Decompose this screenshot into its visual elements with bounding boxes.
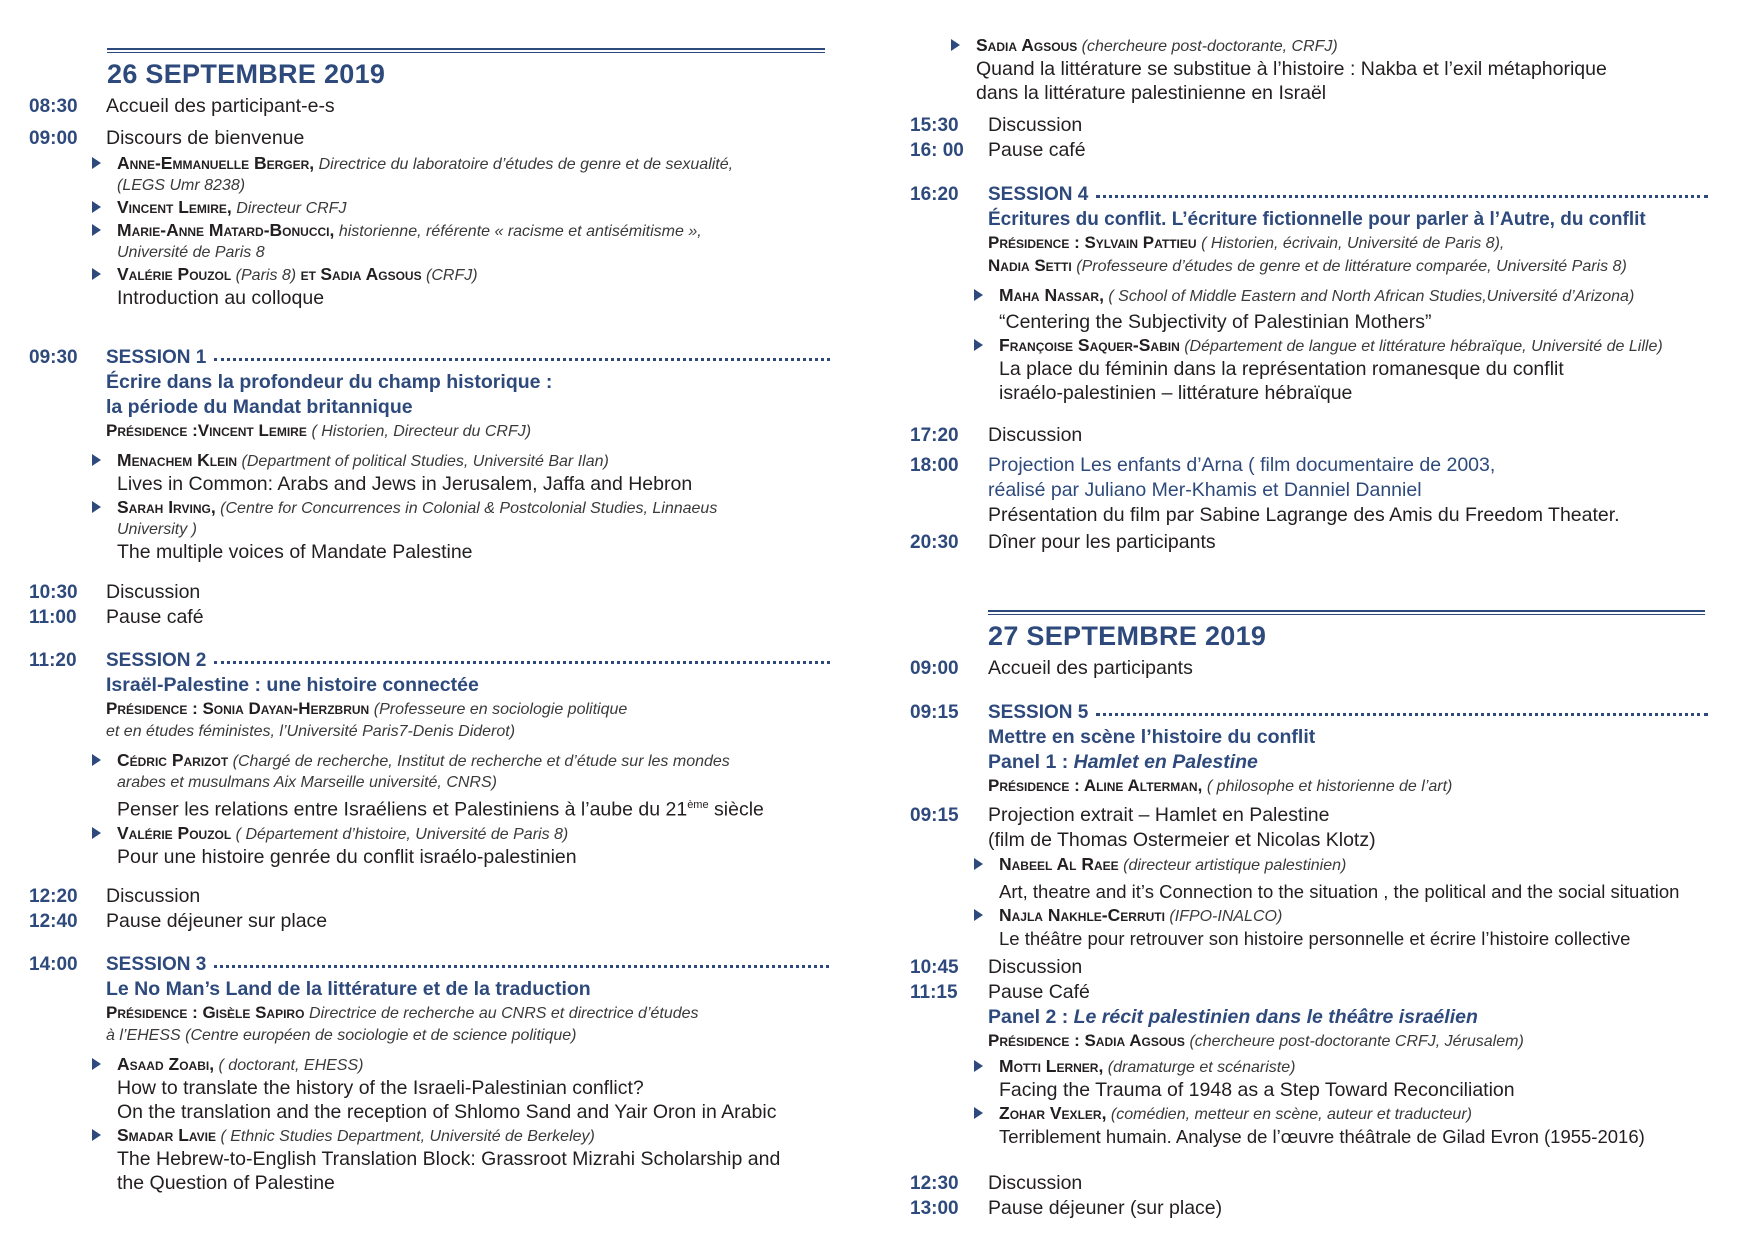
speaker-entry	[92, 219, 860, 263]
item-label: Accueil des participants	[988, 657, 1193, 679]
chair-affiliation: à l’EHESS (Centre européen de sociologie et de science politique)	[106, 1027, 577, 1044]
speaker-name: Anne-Emmanuelle Berger,	[117, 153, 315, 173]
talk-title: La place du féminin dans la représentation romanesque du conflit	[999, 358, 1564, 380]
speaker-name: Maha Nassar,	[999, 285, 1104, 305]
day2-rule	[988, 610, 1705, 615]
day2-title: 27 SEPTEMBRE 2019	[988, 621, 1267, 651]
time-label: 11:20	[29, 650, 77, 671]
item-label: Pause déjeuner sur place	[106, 910, 328, 932]
speaker-name: Vincent Lemire,	[117, 197, 232, 217]
bullet-triangle-icon	[92, 1058, 115, 1070]
chair-affiliation: (Professeure d’études de genre et de littérature comparée, Université Paris 8)	[1076, 258, 1627, 275]
schedule-item	[0, 94, 860, 119]
bullet-triangle-icon	[974, 858, 997, 870]
time-label: 10:45	[910, 957, 959, 978]
speaker-conjunction: et	[300, 264, 316, 284]
time-label: 09:30	[29, 347, 78, 368]
dotted-leader	[1096, 713, 1708, 716]
session-5	[910, 700, 1752, 798]
film-presentation: Présentation du film par Sabine Lagrange des Amis du Freedom Theater.	[988, 504, 1620, 526]
item-label: Discussion	[988, 1172, 1083, 1194]
talk-title: israélo-palestinien – littérature hébraïque	[999, 382, 1353, 404]
item-label: Discussion	[988, 956, 1083, 978]
speaker-name: Sarah Irving,	[117, 497, 216, 517]
speaker-name: Motti Lerner,	[999, 1056, 1104, 1076]
panel-title: Le récit palestinien dans le théâtre israélien	[1073, 1006, 1478, 1028]
item-label: Projection extrait – Hamlet en Palestine	[988, 804, 1330, 826]
talk-title: The Hebrew-to-English Translation Block: Grassroot Mizrahi Scholarship and	[117, 1148, 781, 1170]
speaker-entry	[92, 1124, 830, 1195]
time-label: 09:15	[910, 805, 959, 826]
talk-title: Terriblement humain. Analyse de l’œuvre théâtrale de Gilad Evron (1955-2016)	[999, 1126, 1645, 1147]
speaker-entry	[974, 1055, 1752, 1102]
day1-header	[107, 48, 825, 91]
speaker-affiliation: Université de Paris 8	[117, 244, 265, 261]
talk-title: Art, theatre and it’s Connection to the situation , the political and the social situation	[999, 881, 1680, 902]
item-label: Discussion	[106, 885, 201, 907]
speaker-affiliation: (CRFJ)	[426, 267, 478, 284]
talk-title: Quand la littérature se substitue à l’histoire : Nakba et l’exil métaphorique	[976, 58, 1607, 80]
chair-label: Présidence : Sonia Dayan-Herzbrun	[106, 699, 370, 718]
session-chair	[988, 1030, 1752, 1053]
speaker-name: Sadia Agsous	[320, 264, 422, 284]
speaker-name: Valérie Pouzol	[117, 264, 232, 284]
panel-title: Hamlet en Palestine	[1073, 751, 1258, 773]
speaker-name: Zohar Vexler,	[999, 1103, 1107, 1123]
session-title: Écrire dans la profondeur du champ historique :	[106, 371, 553, 393]
speaker-affiliation: (Department of political Studies, Université Bar Ilan)	[241, 453, 609, 470]
speaker-entry	[974, 853, 1752, 904]
film-credits: réalisé par Juliano Mer-Khamis et Danniel Danniel	[988, 479, 1422, 501]
panel-heading: Panel 1 : Hamlet en Palestine	[988, 751, 1258, 773]
schedule-item	[910, 656, 1752, 681]
speaker-entry	[974, 284, 1752, 334]
speaker-entry	[92, 152, 860, 196]
session-heading	[106, 345, 830, 370]
schedule-item	[0, 126, 860, 310]
speaker-name: Sadia Agsous	[976, 35, 1078, 55]
speaker-entry	[974, 1102, 1752, 1149]
bullet-triangle-icon	[974, 339, 997, 351]
time-label: 12:30	[910, 1173, 959, 1194]
talk-title: Le théâtre pour retrouver son histoire personnelle et écrire l’histoire collective	[999, 928, 1631, 949]
bullet-triangle-icon	[951, 39, 974, 51]
speaker-entry	[974, 904, 1752, 951]
day2-header	[988, 610, 1705, 653]
chair-affiliation: Directrice de recherche au CNRS et directrice d’études	[309, 1005, 699, 1022]
bullet-triangle-icon	[974, 909, 997, 921]
session-heading	[106, 952, 829, 977]
bullet-triangle-icon	[92, 454, 115, 466]
speaker-affiliation: (LEGS Umr 8238)	[117, 177, 246, 194]
session-label: SESSION 2	[106, 650, 207, 671]
time-label: 12:40	[29, 911, 78, 932]
talk-title: Penser les relations entre Israéliens et Palestiniens à l’aube du 21ème siècle	[117, 798, 764, 821]
day1-rule	[107, 48, 825, 53]
speaker-entry	[92, 449, 830, 496]
day1-title: 26 SEPTEMBRE 2019	[107, 59, 386, 89]
bullet-triangle-icon	[974, 289, 997, 301]
time-label: 08:30	[29, 96, 78, 117]
speaker-affiliation: (directeur artistique palestinien)	[1123, 857, 1347, 874]
session-2	[0, 648, 830, 869]
speaker-name: Françoise Saquer-Sabin	[999, 335, 1180, 355]
item-label: Pause café	[106, 606, 204, 628]
talk-title: dans la littérature palestinienne en Israël	[976, 82, 1327, 104]
session-label: SESSION 1	[106, 347, 207, 368]
chair-affiliation: ( Historien, écrivain, Université de Paris 8),	[1201, 235, 1505, 252]
time-label: 17:20	[910, 425, 959, 446]
bullet-triangle-icon	[974, 1107, 997, 1119]
talk-title: Lives in Common: Arabs and Jews in Jerusalem, Jaffa and Hebron	[117, 473, 693, 495]
speaker-name: Cédric Parizot	[117, 750, 229, 770]
session-heading	[988, 700, 1708, 725]
time-label: 13:00	[910, 1198, 959, 1219]
chair-label: Présidence :Vincent Lemire	[106, 421, 307, 440]
bullet-triangle-icon	[92, 754, 115, 766]
speaker-entry	[92, 1053, 830, 1124]
chair-affiliation: (Professeure en sociologie politique	[373, 701, 628, 718]
time-label: 09:00	[29, 128, 78, 149]
session-title: Écritures du conflit. L’écriture fictionnelle pour parler à l’Autre, du conflit	[988, 209, 1646, 230]
speaker-affiliation: Directeur CRFJ	[236, 200, 347, 217]
session-4	[910, 182, 1752, 405]
session-chair	[106, 698, 830, 721]
speaker-affiliation: ( Département d’histoire, Université de Paris 8)	[235, 825, 569, 843]
session-title: Mettre en scène l’histoire du conflit	[988, 726, 1316, 748]
schedule-item	[910, 955, 1752, 980]
speaker-entry	[951, 34, 1745, 105]
speaker-affiliation: (Paris 8)	[235, 267, 297, 284]
speaker-affiliation: (IFPO-INALCO)	[1169, 908, 1283, 925]
schedule-item	[910, 803, 1752, 951]
speaker-name: Menachem Klein	[117, 450, 238, 470]
session-chair	[988, 775, 1752, 798]
time-label: 10:30	[29, 582, 78, 603]
time-label: 09:15	[910, 702, 959, 723]
schedule-item	[0, 884, 860, 909]
chair-label: Présidence : Sylvain Pattieu	[988, 233, 1197, 252]
schedule-item	[910, 1171, 1752, 1196]
panel-heading: Panel 2 : Le récit palestinien dans le théâtre israélien	[988, 1006, 1478, 1028]
talk-title: On the translation and the reception of Shlomo Sand and Yair Oron in Arabic	[117, 1101, 777, 1123]
bullet-triangle-icon	[92, 201, 115, 213]
chair-affiliation: ( philosophe et historienne de l’art)	[1206, 778, 1453, 795]
speaker-affiliation: (Centre for Concurrences in Colonial & Postcolonial Studies, Linnaeus	[220, 500, 718, 517]
schedule-item	[910, 530, 1752, 555]
schedule-item	[910, 138, 1750, 163]
time-label: 16: 00	[910, 140, 964, 161]
speaker-name: Nabeel Al Raee	[999, 854, 1119, 874]
speaker-affiliation: University )	[117, 521, 198, 538]
speaker-affiliation: arabes et musulmans Aix Marseille université, CNRS)	[117, 774, 497, 791]
session-title: Israël-Palestine : une histoire connectée	[106, 674, 479, 696]
session-chair	[988, 255, 1752, 278]
chair-affiliation: (chercheure post-doctorante CRFJ, Jérusalem)	[1189, 1033, 1524, 1050]
bullet-triangle-icon	[92, 1129, 115, 1141]
speaker-affiliation: (dramaturge et scénariste)	[1107, 1059, 1296, 1076]
talk-title: The multiple voices of Mandate Palestine	[117, 541, 473, 563]
session-title: Le No Man’s Land de la littérature et de la traduction	[106, 978, 591, 1000]
item-label: Discussion	[988, 424, 1083, 446]
item-label: Dîner pour les participants	[988, 531, 1216, 553]
talk-title: the Question of Palestine	[117, 1172, 335, 1194]
session-heading	[106, 648, 830, 673]
item-label: Discussion	[106, 581, 201, 603]
session-label: SESSION 5	[988, 702, 1089, 723]
bullet-triangle-icon	[92, 224, 115, 236]
bullet-triangle-icon	[92, 501, 115, 513]
session-1	[0, 345, 830, 564]
talk-title: Facing the Trauma of 1948 as a Step Toward Reconciliation	[999, 1079, 1515, 1101]
dotted-leader	[214, 358, 830, 361]
schedule-item	[910, 113, 1750, 138]
speaker-entry	[974, 334, 1752, 405]
schedule-item	[910, 1196, 1752, 1221]
talk-title: How to translate the history of the Israeli-Palestinian conflict?	[117, 1077, 644, 1099]
talk-title: Pour une histoire genrée du conflit israélo-palestinien	[117, 845, 577, 868]
speaker-name: Najla Nakhle-Cerruti	[999, 905, 1165, 925]
chair-label: Présidence : Sadia Agsous	[988, 1031, 1185, 1050]
schedule-item	[910, 453, 1752, 528]
schedule-item	[910, 423, 1752, 448]
item-label: Pause Café	[988, 981, 1090, 1003]
session-chair	[106, 1002, 830, 1025]
item-label: Pause déjeuner (sur place)	[988, 1197, 1223, 1219]
speaker-affiliation: ( Ethnic Studies Department, Université de Berkeley)	[220, 1128, 595, 1145]
chair-label: Présidence : Gisèle Sapiro	[106, 1003, 305, 1022]
speaker-entry	[92, 496, 830, 564]
item-label: Accueil des participant-e-s	[106, 95, 335, 117]
session-chair	[106, 420, 830, 443]
schedule-item	[0, 605, 860, 630]
dotted-leader	[1096, 195, 1708, 198]
session-heading	[988, 182, 1708, 207]
chair-label: Présidence : Aline Alterman,	[988, 776, 1203, 795]
speaker-affiliation: (Chargé de recherche, Institut de recherche et d’étude sur les mondes	[232, 753, 730, 770]
speaker-entry	[92, 263, 860, 310]
schedule-item	[0, 580, 860, 605]
speaker-entry	[92, 749, 830, 822]
item-label: Discours de bienvenue	[106, 127, 305, 149]
speaker-affiliation: (chercheure post-doctorante, CRFJ)	[1081, 38, 1338, 55]
film-title: Projection Les enfants d’Arna ( film documentaire de 2003,	[988, 454, 1496, 476]
speaker-name: Smadar Lavie	[117, 1125, 217, 1145]
item-label: Pause café	[988, 139, 1086, 161]
dotted-leader	[214, 965, 829, 968]
schedule-item	[0, 909, 860, 934]
chair-affiliation: ( Historien, Directeur du CRFJ)	[311, 423, 532, 440]
speaker-affiliation: ( doctorant, EHESS)	[218, 1057, 364, 1074]
time-label: 11:15	[910, 982, 958, 1003]
item-label: Discussion	[988, 114, 1083, 136]
time-label: 09:00	[910, 658, 959, 679]
speaker-affiliation: ( School of Middle Eastern and North African Studies,Université d’Arizona)	[1108, 288, 1635, 305]
talk-title: Introduction au colloque	[117, 287, 325, 309]
time-label: 15:30	[910, 115, 959, 136]
speaker-affiliation: Directrice du laboratoire d’études de genre et de sexualité,	[318, 156, 734, 173]
session-3	[0, 952, 860, 1195]
bullet-triangle-icon	[92, 157, 115, 169]
speaker-affiliation: historienne, référente « racisme et antisémitisme »,	[338, 223, 702, 240]
speaker-name: Marie-Anne Matard-Bonucci,	[117, 220, 335, 240]
item-label: (film de Thomas Ostermeier et Nicolas Klotz)	[988, 829, 1376, 851]
session-label: SESSION 3	[106, 954, 207, 975]
schedule-item	[910, 980, 1752, 1149]
chair-label: Nadia Setti	[988, 256, 1072, 275]
time-label: 12:20	[29, 886, 78, 907]
speaker-affiliation: (comédien, metteur en scène, auteur et traducteur)	[1110, 1106, 1472, 1123]
speaker-affiliation: (Département de langue et littérature hébraïque, Université de Lille)	[1184, 338, 1663, 355]
speaker-name: Asaad Zoabi,	[117, 1054, 215, 1074]
dotted-leader	[214, 661, 830, 664]
bullet-triangle-icon	[974, 1060, 997, 1072]
bullet-triangle-icon	[92, 827, 115, 839]
session-chair	[988, 232, 1752, 255]
speaker-entry	[92, 196, 860, 219]
chair-affiliation: et en études féministes, l’Université Paris7-Denis Diderot)	[106, 723, 516, 740]
speaker-entry	[92, 822, 830, 869]
time-label: 14:00	[29, 954, 78, 975]
time-label: 18:00	[910, 455, 959, 476]
time-label: 16:20	[910, 184, 959, 205]
talk-title: “Centering the Subjectivity of Palestinian Mothers”	[999, 311, 1432, 333]
time-label: 11:00	[29, 607, 77, 628]
bullet-triangle-icon	[92, 268, 115, 280]
speaker-name: Valérie Pouzol	[117, 822, 232, 843]
time-label: 20:30	[910, 532, 959, 553]
session-title: la période du Mandat britannique	[106, 396, 413, 418]
session-label: SESSION 4	[988, 184, 1089, 205]
